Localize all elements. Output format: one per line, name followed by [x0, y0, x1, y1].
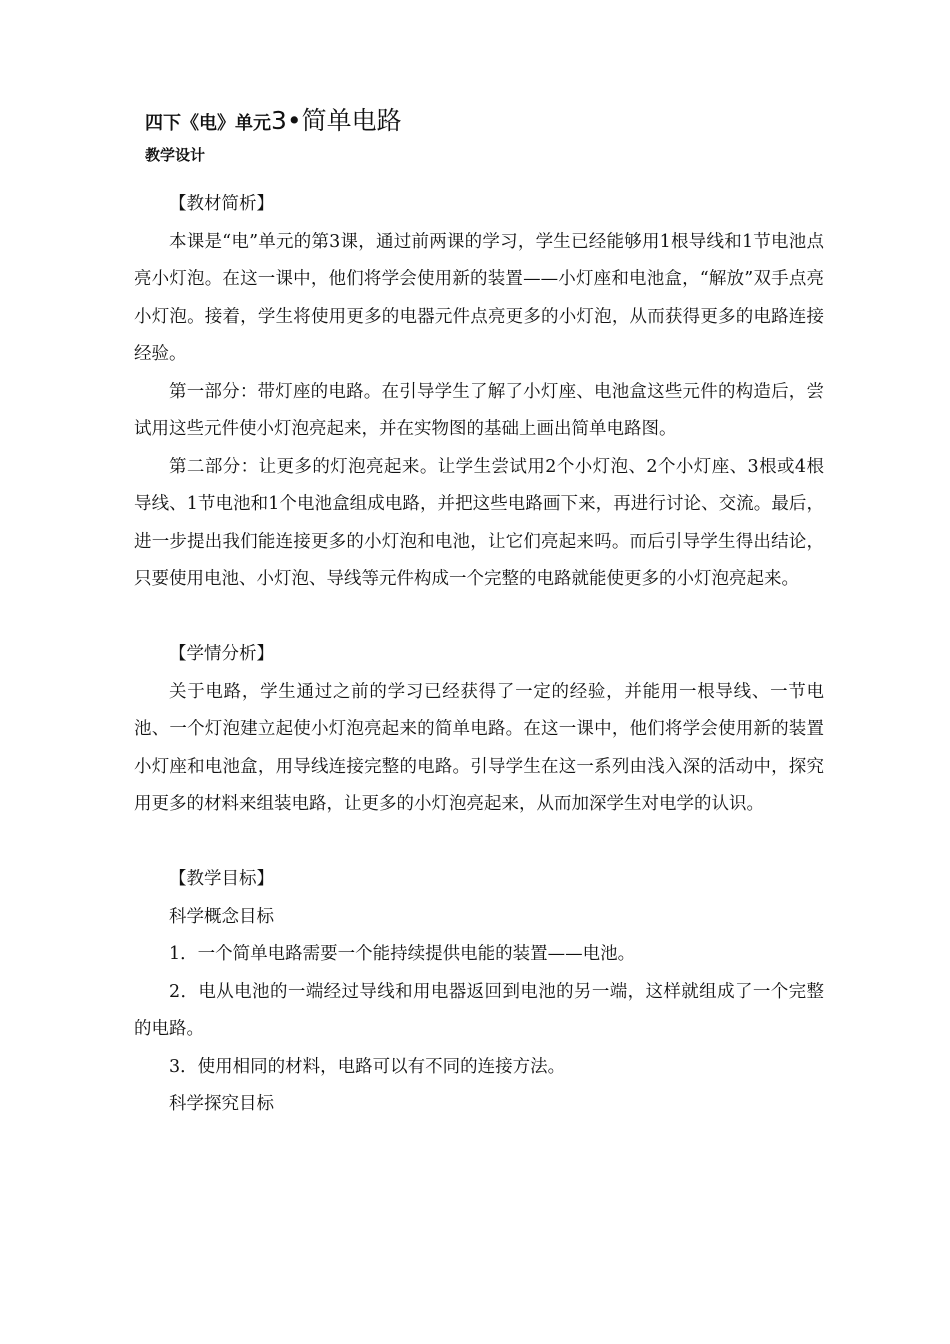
page-subtitle: 教学设计 — [145, 146, 206, 164]
goal-item-1: 1．一个简单电路需要一个能持续提供电能的装置——电池。 — [169, 944, 636, 964]
textbook-paragraph-2: 第一部分：带灯座的电路。在引导学生了解了小灯座、电池盒这些元件的构造后，尝试用这些元件使小灯泡亮起来，并在实物图的基础上画出简单电路图。 — [134, 381, 824, 439]
section-heading-goals: 【教学目标】 — [169, 869, 274, 889]
document-body — [134, 186, 824, 1124]
textbook-paragraph-3: 第二部分：让更多的灯泡亮起来。让学生尝试用2个小灯泡、2个小灯座、3根或4根导线、1节电池和1个电池盒组成电路，并把这些电路画下来，再进行讨论、交流。最后，进一步提出我们能连接更多的小灯泡和电池，让它们亮起来吗。而后引导学生得出结论，只要使用电池、小灯泡、导线等元件构成一个完整的电路就能使更多的小灯泡亮起来。 — [134, 456, 824, 589]
title-name: 简单电路 — [301, 106, 402, 135]
section-heading-textbook: 【教材简析】 — [169, 194, 274, 214]
inquiry-goals-heading: 科学探究目标 — [169, 1094, 274, 1114]
textbook-paragraph-1: 本课是“电”单元的第3课，通过前两课的学习，学生已经能够用1根导线和1节电池点亮小灯泡。在这一课中，他们将学会使用新的装置——小灯座和电池盒，“解放”双手点亮小灯泡。接着，学生将使用更多的电器元件点亮更多的小灯泡，从而获得更多的电路连接经验。 — [134, 231, 824, 364]
title-bullet: • — [286, 106, 302, 135]
goal-item-3: 3．使用相同的材料，电路可以有不同的连接方法。 — [169, 1056, 566, 1077]
title-prefix: 四下《电》单元 — [145, 113, 271, 134]
section-spacer — [134, 824, 824, 862]
section-spacer — [134, 599, 824, 637]
concept-goals-heading: 科学概念目标 — [169, 906, 274, 927]
title-block — [145, 104, 402, 165]
students-paragraph-1: 关于电路，学生通过之前的学习已经获得了一定的经验，并能用一根导线、一节电池、一个灯泡建立起使小灯泡亮起来的简单电路。在这一课中，他们将学会使用新的装置小灯座和电池盒，用导线连接完整的电路。引导学生在这一系列由浅入深的活动中，探究用更多的材料来组装电路，让更多的小灯泡亮起来，从而加深学生对电学的认识。 — [134, 681, 824, 814]
title-number: 3 — [271, 106, 287, 135]
section-heading-students: 【学情分析】 — [169, 644, 274, 664]
goal-item-2: 2．电从电池的一端经过导线和用电器返回到电池的另一端，这样就组成了一个完整的电路。 — [134, 981, 824, 1039]
page-title — [145, 104, 402, 141]
